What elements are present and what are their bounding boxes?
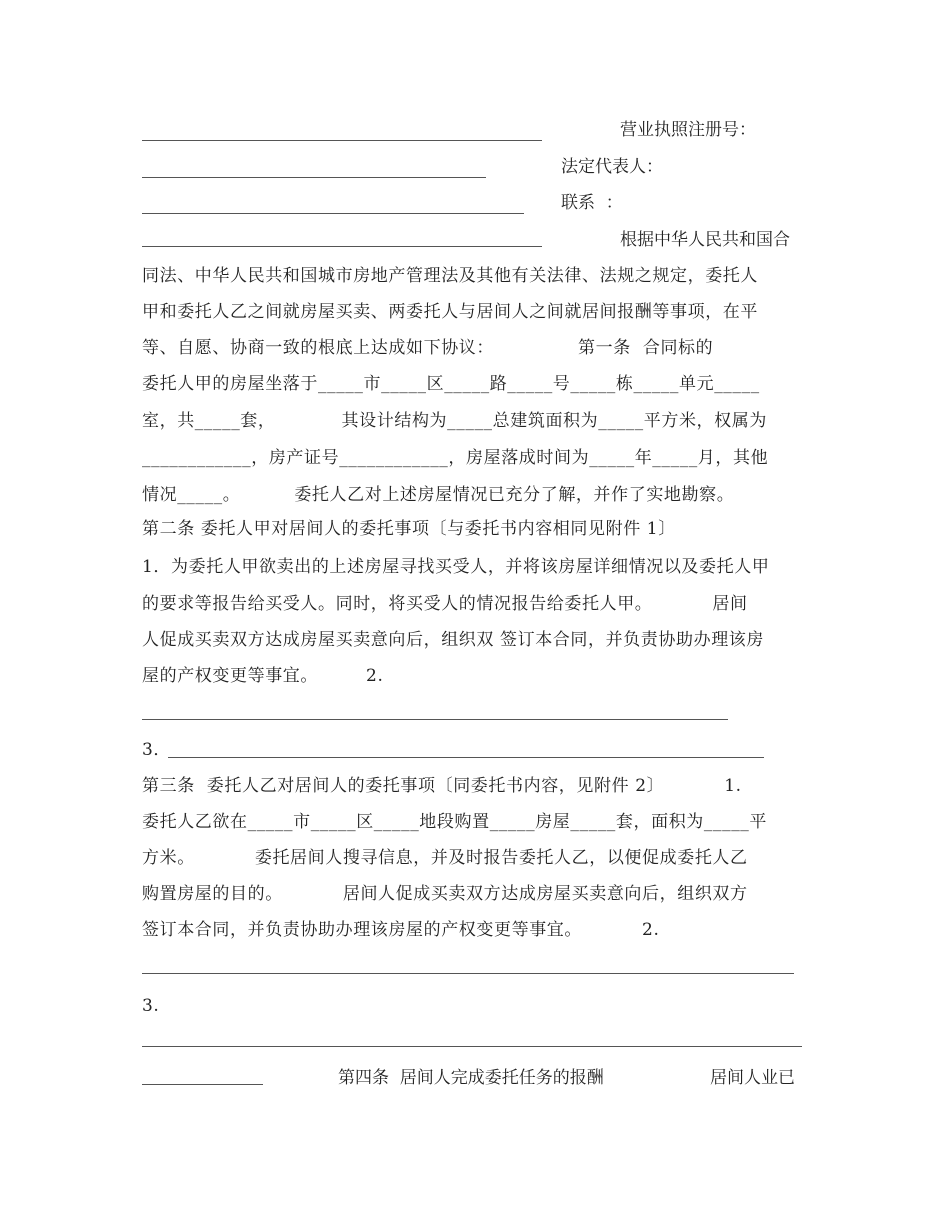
paragraph-line: 的要求等报告给买受人。同时，将买受人的情况报告给委托人甲。 居间 <box>142 594 748 614</box>
blank-line <box>142 973 794 974</box>
intro-text: 根据中华人民共和国合 <box>620 230 790 250</box>
paragraph-line: 签订本合同，并负责协助办理该房屋的产权变更等事宜。 2. <box>142 920 660 940</box>
blank-line <box>168 757 764 758</box>
article-2-heading: 第二条 委托人甲对居间人的委托事项〔与委托书内容相同见附件 1〕 <box>142 519 676 539</box>
blank-line <box>142 719 728 720</box>
paragraph-line: 委托人乙欲在_____市_____区_____地段购置_____房屋_____套，面积为_____平 <box>142 812 767 832</box>
article-3-heading: 第三条 委托人乙对居间人的委托事项〔同委托书内容，见附件 2〕 1. <box>142 776 742 796</box>
paragraph-line: 屋的产权变更等事宜。 2. <box>142 666 384 686</box>
blank-line <box>142 177 486 178</box>
legal-rep-label: 法定代表人： <box>561 157 663 177</box>
blank-line <box>142 140 542 141</box>
paragraph-line: 同法、中华人民共和国城市房地产管理法及其他有关法律、法规之规定，委托人 <box>142 266 758 286</box>
paragraph-line: 居间人业已 <box>710 1068 795 1088</box>
blank-line <box>142 213 524 214</box>
paragraph-line: 等、自愿、协商一致的根底上达成如下协议： 第一条 合同标的 <box>142 338 714 358</box>
blank-line <box>142 1046 802 1047</box>
paragraph-line: 人促成买卖双方达成房屋买卖意向后，组织双 签订本合同，并负责协助办理该房 <box>142 630 765 650</box>
contact-label: 联系 ： <box>561 193 623 213</box>
paragraph-line: 1．为委托人甲欲卖出的上述房屋寻找买受人，并将该房屋详细情况以及委托人甲 <box>142 557 770 577</box>
paragraph-line: 甲和委托人乙之间就房屋买卖、两委托人与居间人之间就居间报酬等事项，在平 <box>142 302 758 322</box>
blank-line <box>142 246 542 247</box>
article-4-heading: 第四条 居间人完成委托任务的报酬 <box>338 1068 604 1088</box>
paragraph-line: ____________，房产证号____________，房屋落成时间为_____年_____月，其他 <box>142 448 769 468</box>
item-number: 3. <box>142 996 160 1016</box>
blank-line <box>142 1084 263 1085</box>
paragraph-line: 室，共_____套， 其设计结构为_____总建筑面积为_____平方米，权属为 <box>142 411 767 431</box>
paragraph-line: 方米。 委托居间人搜寻信息，并及时报告委托人乙，以便促成委托人乙 <box>142 848 748 868</box>
paragraph-line: 情况_____。 委托人乙对上述房屋情况已充分了解，并作了实地勘察。 <box>142 485 735 505</box>
license-label: 营业执照注册号： <box>620 120 756 140</box>
item-number: 3． <box>142 740 172 760</box>
paragraph-line: 委托人甲的房屋坐落于_____市_____区_____路_____号_____栋_____单元_____ <box>142 374 760 394</box>
paragraph-line: 购置房屋的目的。 居间人促成买卖双方达成房屋买卖意向后，组织双方 <box>142 884 748 904</box>
